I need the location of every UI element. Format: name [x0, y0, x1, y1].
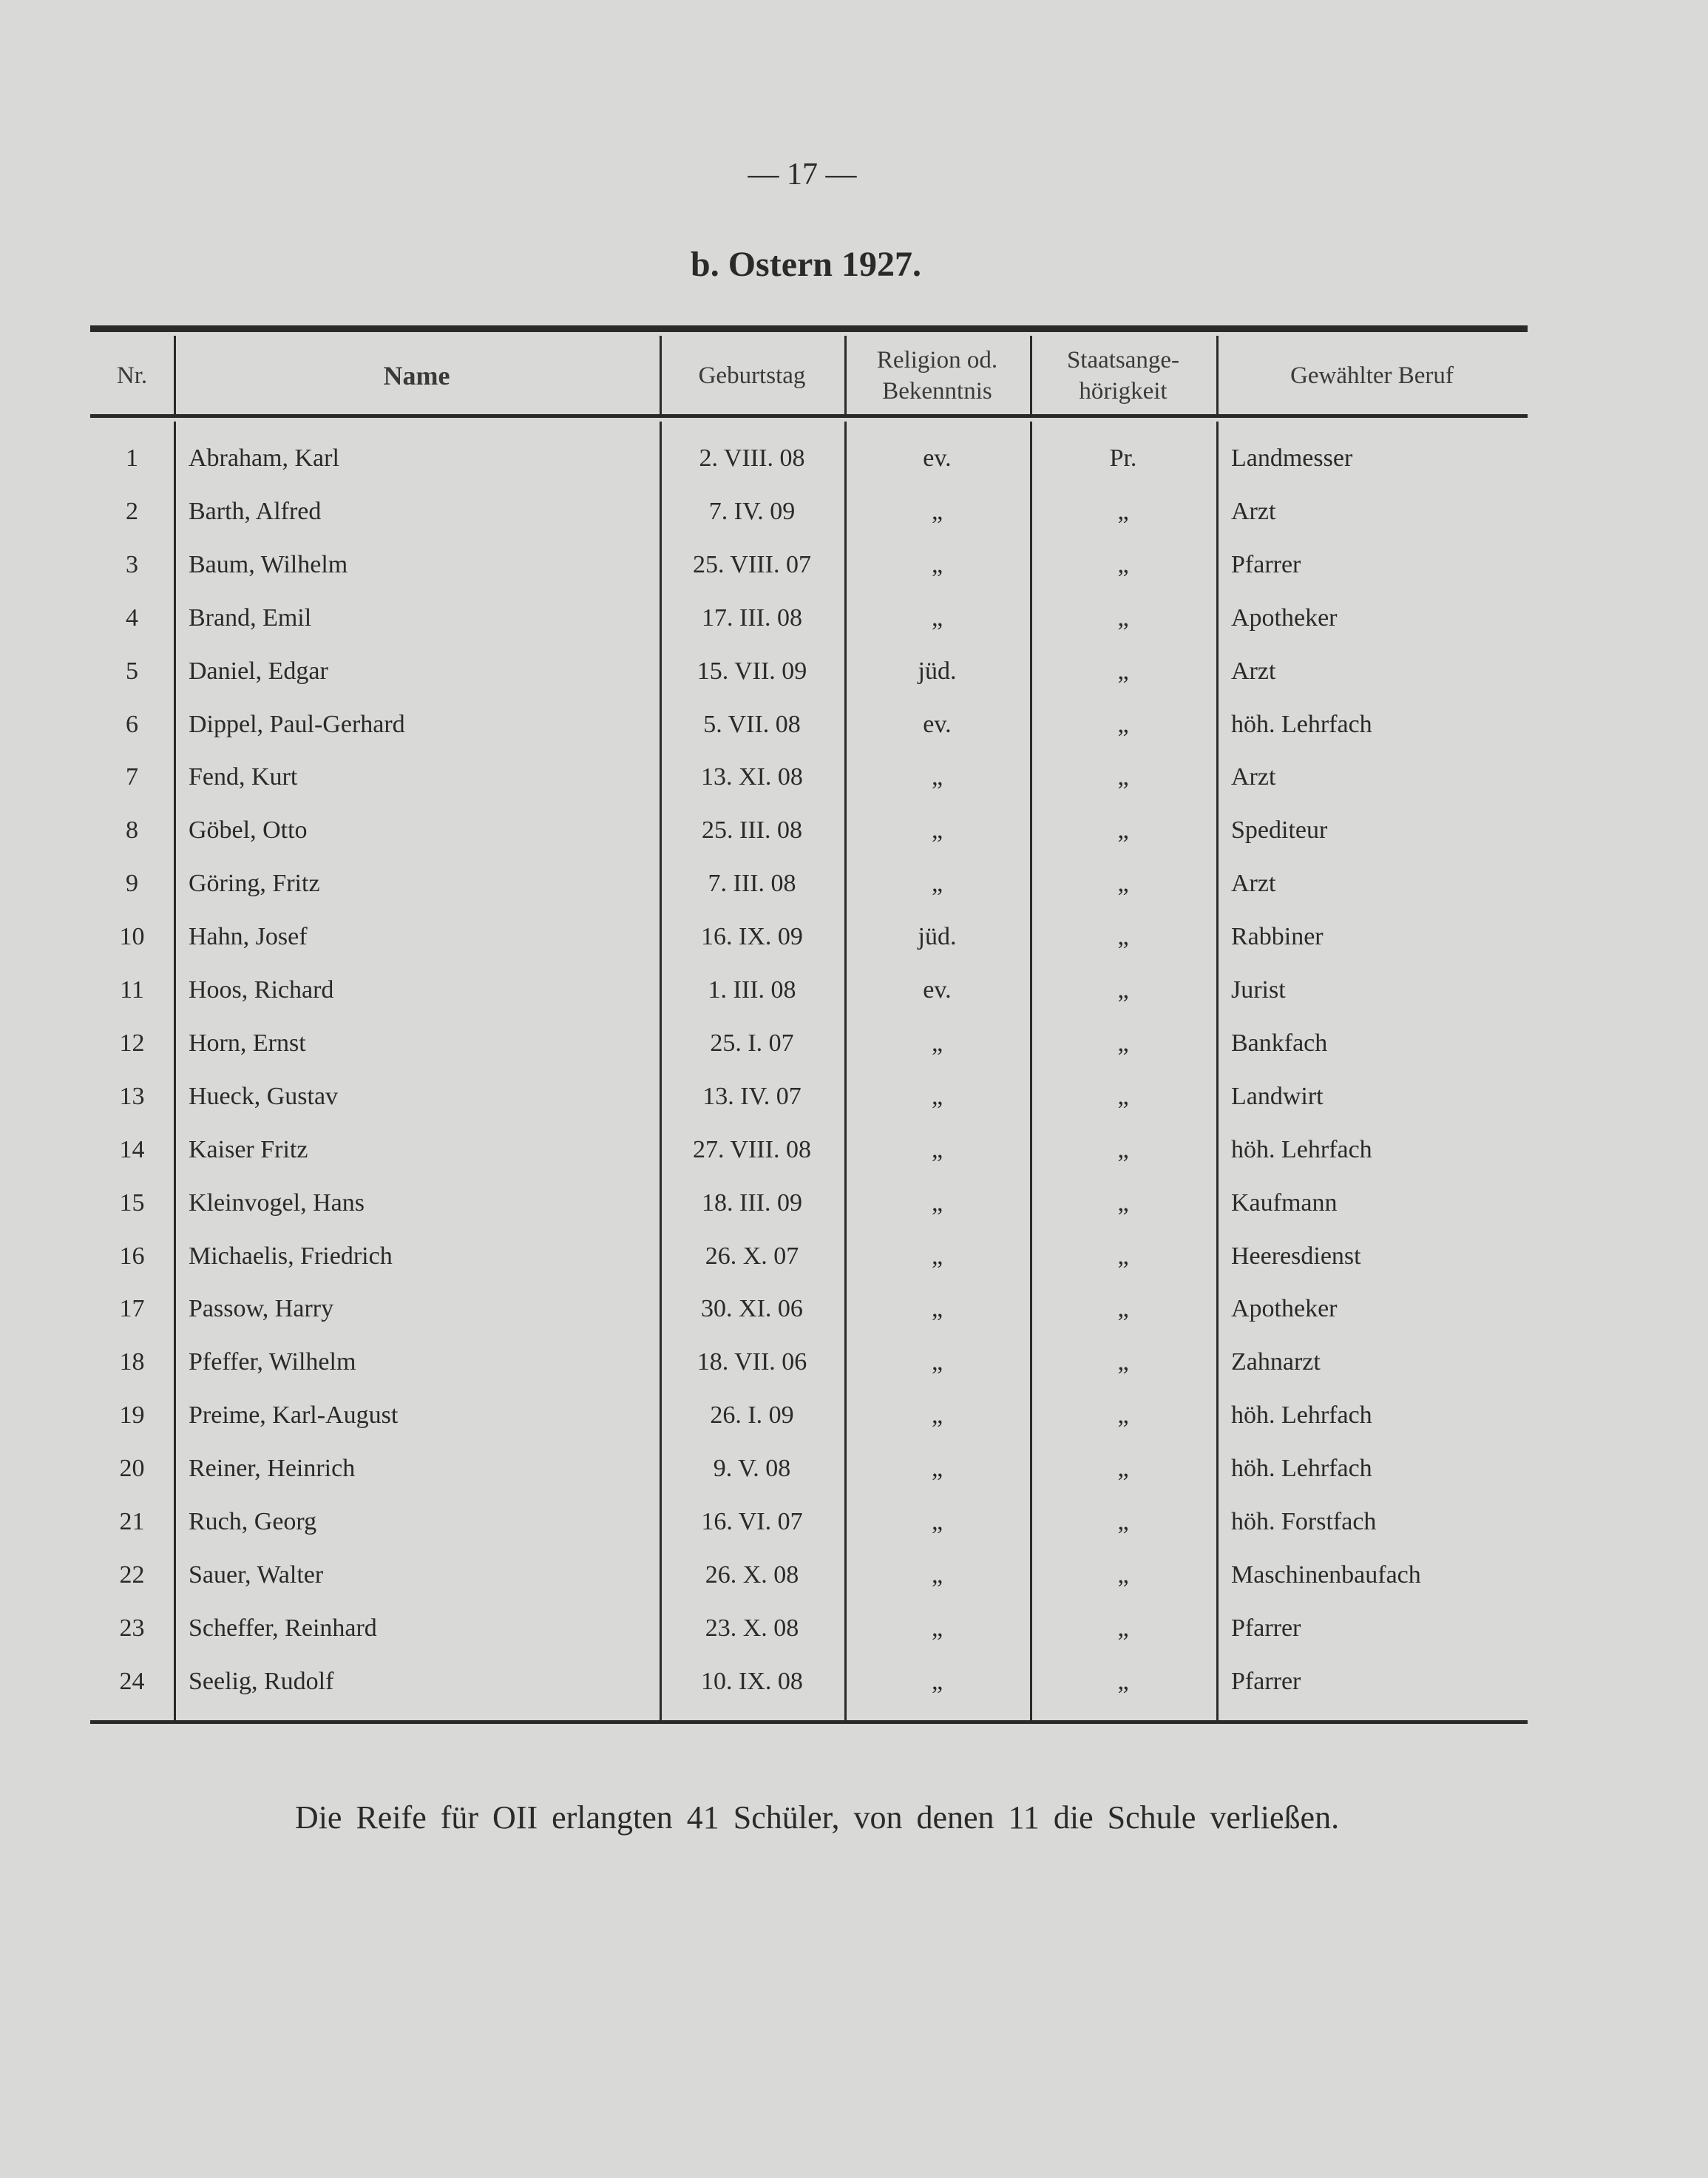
- column-divider: [660, 336, 662, 414]
- cell-staatsangehoerigkeit: Pr.: [1109, 444, 1137, 472]
- cell-nr: 13: [119, 1082, 145, 1110]
- cell-nr: 20: [119, 1455, 145, 1483]
- page-number: — 17 —: [748, 158, 857, 192]
- cell-beruf: höh. Lehrfach: [1231, 1135, 1372, 1163]
- cell-beruf: Arzt: [1231, 657, 1276, 685]
- cell-staatsangehoerigkeit: „: [1117, 1508, 1129, 1535]
- cell-beruf: Heeresdienst: [1231, 1242, 1361, 1270]
- cell-beruf: Arzt: [1231, 497, 1276, 525]
- cell-religion: „: [931, 1614, 943, 1642]
- header-name: Name: [383, 361, 450, 390]
- cell-beruf: Pfarrer: [1231, 550, 1301, 578]
- table-bottom-rule: [90, 1720, 1528, 1724]
- footer-note: Die Reife für OII erlangten 41 Schüler, von denen 11 die Schule verließen.: [294, 1799, 1340, 1836]
- cell-beruf: Spediteur: [1231, 816, 1328, 845]
- cell-name: Passow, Harry: [189, 1295, 334, 1323]
- cell-staatsangehoerigkeit: „: [1117, 1455, 1129, 1483]
- cell-religion: „: [931, 1508, 943, 1535]
- column-divider: [1216, 422, 1219, 1720]
- cell-geburtstag: 25. VIII. 07: [693, 550, 811, 578]
- cell-geburtstag: 9. V. 08: [713, 1455, 791, 1483]
- cell-staatsangehoerigkeit: „: [1117, 1614, 1129, 1642]
- column-divider: [660, 422, 662, 1720]
- column-divider: [174, 336, 176, 414]
- cell-nr: 9: [126, 870, 138, 898]
- cell-name: Kleinvogel, Hans: [189, 1188, 365, 1217]
- cell-nr: 3: [126, 550, 138, 578]
- cell-geburtstag: 10. IX. 08: [701, 1667, 803, 1695]
- header-staatsangehoerigkeit: Staatsange- hörigkeit: [1066, 347, 1180, 405]
- cell-nr: 7: [126, 763, 138, 791]
- cell-staatsangehoerigkeit: „: [1117, 1560, 1129, 1589]
- cell-geburtstag: 7. IV. 09: [708, 497, 796, 525]
- cell-staatsangehoerigkeit: „: [1117, 497, 1129, 525]
- graduates-table: [90, 325, 1528, 1725]
- cell-religion: „: [931, 1188, 943, 1217]
- cell-religion: ev.: [923, 444, 952, 472]
- cell-nr: 19: [119, 1401, 145, 1430]
- cell-nr: 22: [119, 1560, 145, 1589]
- cell-staatsangehoerigkeit: „: [1117, 1242, 1129, 1270]
- cell-beruf: höh. Forstfach: [1231, 1508, 1377, 1535]
- cell-name: Sauer, Walter: [189, 1560, 324, 1589]
- cell-beruf: Arzt: [1231, 870, 1276, 898]
- cell-name: Horn, Ernst: [189, 1029, 306, 1057]
- cell-staatsangehoerigkeit: „: [1117, 870, 1129, 898]
- cell-religion: „: [931, 870, 943, 898]
- cell-geburtstag: 15. VII. 09: [697, 657, 807, 685]
- cell-name: Göring, Fritz: [189, 870, 320, 898]
- cell-religion: „: [931, 816, 943, 845]
- cell-staatsangehoerigkeit: „: [1117, 1295, 1129, 1323]
- column-divider: [844, 422, 847, 1720]
- cell-beruf: Apotheker: [1231, 1295, 1338, 1323]
- header-religion: Religion od. Bekenntnis: [876, 347, 998, 405]
- cell-staatsangehoerigkeit: „: [1117, 763, 1129, 791]
- header-geburtstag: Geburtstag: [698, 362, 806, 389]
- cell-geburtstag: 26. X. 07: [705, 1242, 799, 1270]
- column-divider: [1030, 336, 1032, 414]
- cell-staatsangehoerigkeit: „: [1117, 603, 1129, 632]
- cell-staatsangehoerigkeit: „: [1117, 550, 1129, 578]
- cell-religion: „: [931, 603, 943, 632]
- cell-beruf: Jurist: [1231, 976, 1286, 1004]
- cell-geburtstag: 25. III. 08: [702, 816, 802, 845]
- cell-geburtstag: 23. X. 08: [705, 1614, 799, 1642]
- cell-religion: jüd.: [918, 657, 957, 685]
- cell-beruf: Arzt: [1231, 763, 1276, 791]
- cell-geburtstag: 27. VIII. 08: [693, 1135, 811, 1163]
- cell-nr: 6: [126, 710, 138, 738]
- cell-geburtstag: 13. IV. 07: [702, 1082, 802, 1110]
- cell-religion: „: [931, 1455, 943, 1483]
- cell-geburtstag: 13. XI. 08: [701, 763, 803, 791]
- cell-religion: „: [931, 1295, 943, 1323]
- cell-name: Daniel, Edgar: [189, 657, 328, 685]
- cell-name: Scheffer, Reinhard: [189, 1614, 377, 1642]
- cell-staatsangehoerigkeit: „: [1117, 1082, 1129, 1110]
- cell-religion: ev.: [923, 710, 952, 738]
- section-title: b. Ostern 1927.: [691, 245, 921, 284]
- cell-beruf: Apotheker: [1231, 603, 1338, 632]
- cell-nr: 1: [126, 444, 138, 472]
- cell-religion: „: [931, 1242, 943, 1270]
- cell-name: Fend, Kurt: [189, 763, 298, 791]
- cell-nr: 8: [126, 816, 138, 845]
- cell-name: Baum, Wilhelm: [189, 550, 348, 578]
- cell-religion: „: [931, 1082, 943, 1110]
- cell-geburtstag: 26. X. 08: [705, 1560, 799, 1589]
- cell-religion: „: [931, 550, 943, 578]
- cell-nr: 24: [119, 1667, 145, 1695]
- cell-geburtstag: 16. VI. 07: [701, 1508, 803, 1535]
- cell-beruf: Pfarrer: [1231, 1614, 1301, 1642]
- cell-beruf: Bankfach: [1231, 1029, 1328, 1057]
- cell-nr: 12: [119, 1029, 145, 1057]
- cell-name: Dippel, Paul-Gerhard: [189, 710, 405, 738]
- cell-name: Abraham, Karl: [189, 444, 339, 472]
- cell-staatsangehoerigkeit: „: [1117, 976, 1129, 1004]
- cell-name: Brand, Emil: [189, 603, 312, 632]
- cell-nr: 11: [120, 976, 144, 1004]
- cell-staatsangehoerigkeit: „: [1117, 1348, 1129, 1376]
- cell-name: Seelig, Rudolf: [189, 1667, 334, 1695]
- cell-religion: ev.: [923, 976, 952, 1004]
- cell-nr: 5: [126, 657, 138, 685]
- cell-nr: 17: [119, 1295, 145, 1323]
- cell-geburtstag: 30. XI. 06: [701, 1295, 803, 1323]
- cell-geburtstag: 18. VII. 06: [697, 1348, 807, 1376]
- cell-name: Reiner, Heinrich: [189, 1455, 356, 1483]
- cell-religion: „: [931, 1135, 943, 1163]
- cell-name: Ruch, Georg: [189, 1508, 317, 1535]
- cell-beruf: höh. Lehrfach: [1231, 1455, 1372, 1483]
- table-top-rule: [90, 325, 1528, 332]
- cell-beruf: Landwirt: [1231, 1082, 1324, 1110]
- cell-beruf: Landmesser: [1231, 444, 1353, 472]
- cell-religion: „: [931, 1667, 943, 1695]
- cell-staatsangehoerigkeit: „: [1117, 657, 1129, 685]
- cell-nr: 4: [126, 603, 138, 632]
- cell-beruf: Zahnarzt: [1231, 1348, 1321, 1376]
- cell-religion: „: [931, 1029, 943, 1057]
- cell-staatsangehoerigkeit: „: [1117, 1401, 1129, 1430]
- column-divider: [1030, 422, 1032, 1720]
- cell-geburtstag: 26. I. 09: [710, 1401, 794, 1430]
- cell-geburtstag: 1. III. 08: [708, 976, 796, 1004]
- column-divider: [174, 422, 176, 1720]
- cell-geburtstag: 16. IX. 09: [701, 923, 803, 951]
- cell-staatsangehoerigkeit: „: [1117, 710, 1129, 738]
- cell-name: Hoos, Richard: [189, 976, 334, 1004]
- column-divider: [844, 336, 847, 414]
- cell-name: Preime, Karl-August: [189, 1401, 399, 1430]
- cell-beruf: Kaufmann: [1231, 1188, 1338, 1217]
- cell-religion: jüd.: [918, 923, 957, 951]
- cell-nr: 2: [126, 497, 138, 525]
- cell-staatsangehoerigkeit: „: [1117, 816, 1129, 845]
- cell-name: Michaelis, Friedrich: [189, 1242, 393, 1270]
- cell-beruf: Pfarrer: [1231, 1667, 1301, 1695]
- cell-nr: 16: [119, 1242, 145, 1270]
- cell-religion: „: [931, 1348, 943, 1376]
- cell-staatsangehoerigkeit: „: [1117, 923, 1129, 951]
- cell-beruf: Maschinenbaufach: [1231, 1560, 1421, 1589]
- cell-religion: „: [931, 497, 943, 525]
- cell-name: Hahn, Josef: [189, 923, 308, 951]
- cell-beruf: Rabbiner: [1231, 923, 1324, 951]
- cell-name: Pfeffer, Wilhelm: [189, 1348, 356, 1376]
- cell-religion: „: [931, 1560, 943, 1589]
- header-beruf: Gewählter Beruf: [1290, 362, 1454, 389]
- cell-geburtstag: 25. I. 07: [710, 1029, 794, 1057]
- cell-nr: 15: [119, 1188, 145, 1217]
- header-nr: Nr.: [116, 362, 148, 389]
- column-divider: [1216, 336, 1219, 414]
- cell-nr: 21: [119, 1508, 145, 1535]
- cell-geburtstag: 17. III. 08: [702, 603, 802, 632]
- cell-staatsangehoerigkeit: „: [1117, 1135, 1129, 1163]
- cell-nr: 18: [119, 1348, 145, 1376]
- cell-staatsangehoerigkeit: „: [1117, 1188, 1129, 1217]
- cell-geburtstag: 18. III. 09: [702, 1188, 802, 1217]
- cell-name: Hueck, Gustav: [189, 1082, 339, 1110]
- cell-beruf: höh. Lehrfach: [1231, 710, 1372, 738]
- cell-geburtstag: 2. VIII. 08: [699, 444, 805, 472]
- cell-geburtstag: 7. III. 08: [708, 870, 796, 898]
- cell-staatsangehoerigkeit: „: [1117, 1029, 1129, 1057]
- cell-name: Barth, Alfred: [189, 497, 322, 525]
- cell-religion: „: [931, 1401, 943, 1430]
- cell-staatsangehoerigkeit: „: [1117, 1667, 1129, 1695]
- cell-name: Göbel, Otto: [189, 816, 308, 845]
- cell-geburtstag: 5. VII. 08: [703, 710, 801, 738]
- cell-nr: 10: [119, 923, 145, 951]
- cell-name: Kaiser Fritz: [189, 1135, 308, 1163]
- cell-nr: 14: [119, 1135, 145, 1163]
- cell-beruf: höh. Lehrfach: [1231, 1401, 1372, 1430]
- cell-nr: 23: [119, 1614, 145, 1642]
- cell-religion: „: [931, 763, 943, 791]
